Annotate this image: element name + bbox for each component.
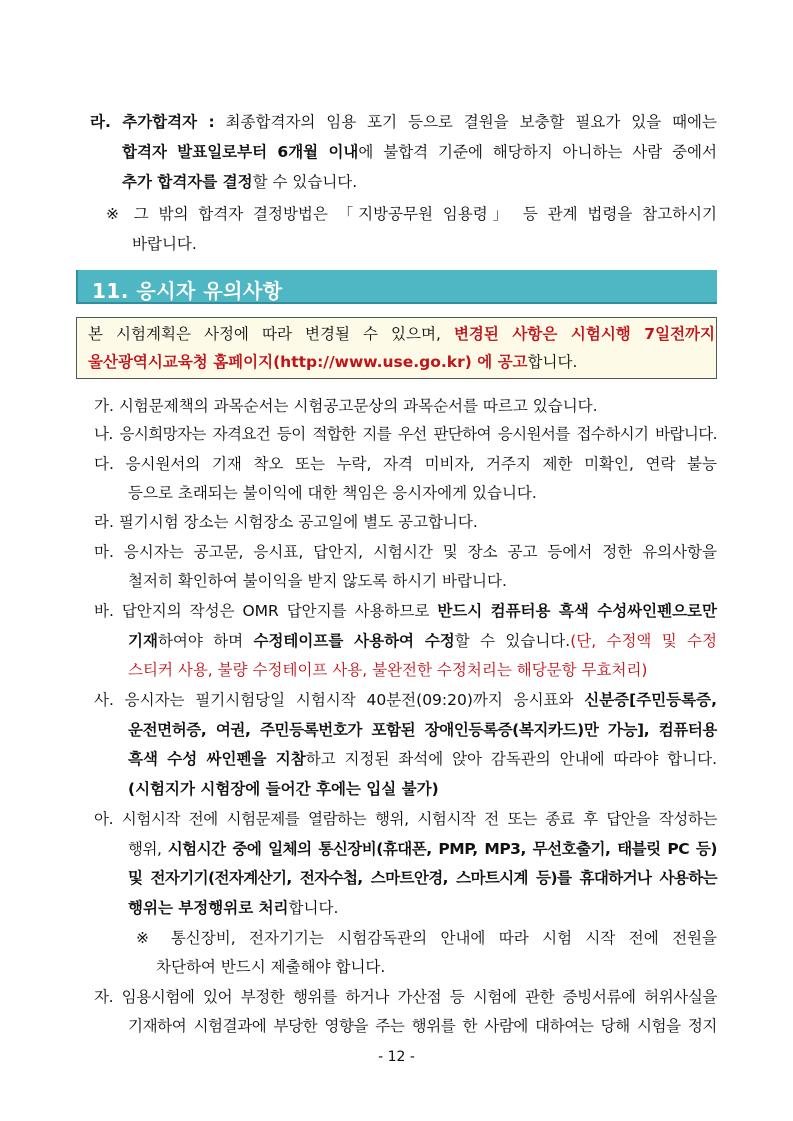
item-da-line-1: 다. 응시원서의 기재 착오 또는 누락, 자격 미비자, 거주지 제한 미확인, 연락 불능 [94, 455, 717, 473]
item-na: 나. 응시희망자는 자격요건 등이 적합한 지를 우선 판단하여 응시원서를 접수하시기 바랍니다. [94, 425, 717, 443]
item-ba-line-3: 스티커 사용, 불량 수정테이프 사용, 불완전한 수정처리는 해당문항 무효처리) [128, 661, 648, 679]
notice-line-1: 본 시험계획은 사정에 따라 변경될 수 있으며, 변경된 사항은 시험시행 7일전까지 [88, 325, 715, 343]
notice-line-2: 울산광역시교육청 홈페이지(http://www.use.go.kr) 에 공고합니다. [88, 353, 578, 371]
note-line-2: 바랍니다. [132, 235, 197, 253]
item-ba-line-2: 기재하여야 하며 수정테이프를 사용하여 수정할 수 있습니다.(단, 수정액 및 수정 [128, 632, 717, 650]
item-sa-line-3: 흑색 수성 싸인펜을 지참하고 지정된 좌석에 앉아 감독관의 안내에 따라야 합니다. [128, 750, 718, 768]
item-a-line-4: 행위는 부정행위로 처리합니다. [128, 899, 339, 917]
item-a-line-3: 및 전자기기(전자계산기, 전자수첩, 스마트안경, 스마트시계 등)를 휴대하거나 사용하는 [128, 869, 717, 887]
item-sa-line-1: 사. 응시자는 필기시험당일 시험시작 40분전(09:20)까지 응시표와 신분증[주민등록증, [94, 691, 717, 709]
item-sa-line-4: (시험지가 시험장에 들어간 후에는 입실 불가) [128, 780, 439, 798]
item-ra: 라. 필기시험 장소는 시험장소 공고일에 별도 공고합니다. [94, 513, 478, 531]
note-line-1: ※ 그 밖의 합격자 결정방법은 「지방공무원 임용령」 등 관계 법령을 참고하시기 [106, 205, 717, 223]
item-a-note-line-2: 차단하여 반드시 제출해야 합니다. [156, 958, 386, 976]
ra-line-1: 라. 추가합격자 : 최종합격자의 임용 포기 등으로 결원을 보충할 필요가 있을 때에는 [90, 113, 717, 131]
item-ja-line-1: 자. 임용시험에 있어 부정한 행위를 하거나 가산점 등 시험에 관한 증빙서류에 허위사실을 [94, 988, 717, 1006]
item-ma-line-1: 마. 응시자는 공고문, 응시표, 답안지, 시험시간 및 장소 공고 등에서 정한 유의사항을 [94, 543, 717, 561]
item-ba-line-1: 바. 답안지의 작성은 OMR 답안지를 사용하므로 반드시 컴퓨터용 흑색 수성싸인펜으로만 [94, 602, 718, 620]
section-title: 11. 응시자 유의사항 [92, 279, 283, 303]
item-a-line-1: 아. 시험시작 전에 시험문제를 열람하는 행위, 시험시작 전 또는 종료 후 답안을 작성하는 [94, 810, 717, 828]
item-ga: 가. 시험문제책의 과목순서는 시험공고문상의 과목순서를 따르고 있습니다. [94, 397, 598, 415]
item-sa-line-2: 운전면허증, 여권, 주민등록번호가 포함된 장애인등록증(복지카드)만 가능], 컴퓨터용 [128, 721, 717, 739]
ra-line-3: 추가 합격자를 결정할 수 있습니다. [122, 173, 358, 191]
page-number: - 12 - [378, 1049, 415, 1065]
item-a-line-2: 행위, 시험시간 중에 일체의 통신장비(휴대폰, PMP, MP3, 무선호출기, 태블릿 PC 등) [128, 840, 717, 858]
item-ja-line-2: 기재하여 시험결과에 부당한 영향을 주는 행위를 한 사람에 대하여는 당해 시험을 정지 [128, 1017, 717, 1035]
item-ma-line-2: 철저히 확인하여 불이익을 받지 않도록 하시기 바랍니다. [128, 572, 507, 590]
section-heading-bar [76, 270, 717, 304]
ra-line-2: 합격자 발표일로부터 6개월 이내에 불합격 기준에 해당하지 아니하는 사람 중에서 [122, 143, 717, 161]
item-da-line-2: 등으로 초래되는 불이익에 대한 책임은 응시자에게 있습니다. [128, 484, 537, 502]
ra-label: 라. 추가합격자 : [90, 113, 215, 131]
item-a-note-line-1: ※ 통신장비, 전자기기는 시험감독관의 안내에 따라 시험 시작 전에 전원을 [136, 929, 717, 947]
